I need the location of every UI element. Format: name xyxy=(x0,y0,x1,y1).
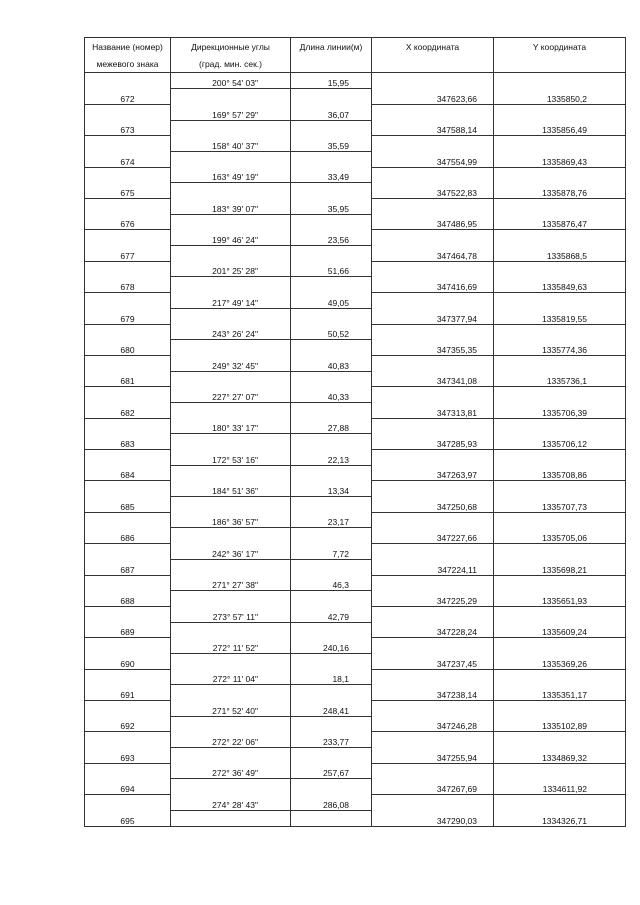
x-coordinate: 347464,78 xyxy=(372,246,494,262)
segment-row xyxy=(85,450,626,466)
segment-row xyxy=(85,261,626,277)
point-row xyxy=(85,559,626,575)
line-length: 35,59 xyxy=(291,136,372,152)
x-coordinate: 347263,97 xyxy=(372,465,494,481)
y-coordinate: 1335351,17 xyxy=(494,685,626,701)
point-name: 682 xyxy=(85,402,171,418)
segment-row xyxy=(85,355,626,371)
point-name: 683 xyxy=(85,434,171,450)
y-coordinate: 1335849,63 xyxy=(494,277,626,293)
point-row xyxy=(85,120,626,136)
y-coordinate: 1335850,2 xyxy=(494,89,626,105)
point-row xyxy=(85,277,626,293)
x-coordinate: 347238,14 xyxy=(372,685,494,701)
direction-angle: 200° 54' 03" xyxy=(171,73,291,89)
segment-row xyxy=(85,167,626,183)
point-name: 694 xyxy=(85,779,171,795)
x-coordinate: 347290,03 xyxy=(372,810,494,826)
point-row xyxy=(85,465,626,481)
point-row xyxy=(85,371,626,387)
segment-row xyxy=(85,512,626,528)
y-coordinate: 1335706,12 xyxy=(494,434,626,450)
point-row xyxy=(85,214,626,230)
x-coordinate: 347588,14 xyxy=(372,120,494,136)
segment-row xyxy=(85,230,626,246)
x-coordinate: 347623,66 xyxy=(372,89,494,105)
segment-row xyxy=(85,73,626,89)
point-row xyxy=(85,308,626,324)
y-coordinate: 1334326,71 xyxy=(494,810,626,826)
x-coordinate: 347285,93 xyxy=(372,434,494,450)
header-row-2 xyxy=(85,55,626,73)
point-row xyxy=(85,528,626,544)
point-name: 690 xyxy=(85,653,171,669)
point-name: 675 xyxy=(85,183,171,199)
point-name: 684 xyxy=(85,465,171,481)
line-length: 46,3 xyxy=(291,575,372,591)
line-length: 286,08 xyxy=(291,795,372,811)
segment-row xyxy=(85,199,626,215)
segment-row xyxy=(85,136,626,152)
y-coordinate: 1335774,36 xyxy=(494,340,626,356)
y-coordinate: 1334869,32 xyxy=(494,748,626,764)
direction-angle: 272° 11' 04" xyxy=(171,669,291,685)
y-coordinate: 1335819,55 xyxy=(494,308,626,324)
line-length: 233,77 xyxy=(291,732,372,748)
x-coordinate: 347225,29 xyxy=(372,591,494,607)
point-name: 686 xyxy=(85,528,171,544)
point-row xyxy=(85,183,626,199)
x-coordinate: 347416,69 xyxy=(372,277,494,293)
line-length: 15,95 xyxy=(291,73,372,89)
y-coordinate: 1335651,93 xyxy=(494,591,626,607)
point-name: 673 xyxy=(85,120,171,136)
direction-angle: 169° 57' 29" xyxy=(171,104,291,120)
segment-row xyxy=(85,638,626,654)
point-row xyxy=(85,434,626,450)
x-coordinate: 347224,11 xyxy=(372,559,494,575)
segment-row xyxy=(85,481,626,497)
header-direction-angle-units: (град. мин. сек.) xyxy=(171,55,291,73)
point-row xyxy=(85,591,626,607)
x-coordinate: 347227,66 xyxy=(372,528,494,544)
line-length: 51,66 xyxy=(291,261,372,277)
segment-row xyxy=(85,575,626,591)
direction-angle: 199° 46' 24" xyxy=(171,230,291,246)
point-row xyxy=(85,151,626,167)
x-coordinate: 347377,94 xyxy=(372,308,494,324)
y-coordinate: 1335876,47 xyxy=(494,214,626,230)
segment-row xyxy=(85,763,626,779)
line-length: 22,13 xyxy=(291,450,372,466)
direction-angle: 227° 27' 07" xyxy=(171,387,291,403)
x-coordinate: 347267,69 xyxy=(372,779,494,795)
x-coordinate: 347255,94 xyxy=(372,748,494,764)
x-coordinate: 347246,28 xyxy=(372,716,494,732)
direction-angle: 183° 39' 07" xyxy=(171,199,291,215)
direction-angle: 201° 25' 28" xyxy=(171,261,291,277)
line-length: 36,07 xyxy=(291,104,372,120)
point-row xyxy=(85,402,626,418)
point-name: 689 xyxy=(85,622,171,638)
header-empty-cell xyxy=(494,55,626,73)
header-empty-cell xyxy=(372,55,494,73)
direction-angle: 217° 49' 14" xyxy=(171,293,291,309)
segment-row xyxy=(85,387,626,403)
direction-angle: 273° 57' 11" xyxy=(171,606,291,622)
point-name: 679 xyxy=(85,308,171,324)
direction-angle: 163° 49' 19" xyxy=(171,167,291,183)
y-coordinate: 1335705,06 xyxy=(494,528,626,544)
x-coordinate: 347486,95 xyxy=(372,214,494,230)
y-coordinate: 1335868,5 xyxy=(494,246,626,262)
x-coordinate: 347313,81 xyxy=(372,402,494,418)
y-coordinate: 1335707,73 xyxy=(494,497,626,513)
segment-row xyxy=(85,669,626,685)
line-length: 40,83 xyxy=(291,355,372,371)
point-row xyxy=(85,748,626,764)
header-empty-cell xyxy=(291,55,372,73)
point-name: 678 xyxy=(85,277,171,293)
y-coordinate: 1335609,24 xyxy=(494,622,626,638)
direction-angle: 272° 36' 49" xyxy=(171,763,291,779)
direction-angle: 249° 32' 45" xyxy=(171,355,291,371)
x-coordinate: 347341,08 xyxy=(372,371,494,387)
point-name: 677 xyxy=(85,246,171,262)
point-row xyxy=(85,89,626,105)
line-length: 23,17 xyxy=(291,512,372,528)
segment-row xyxy=(85,418,626,434)
y-coordinate: 1335878,76 xyxy=(494,183,626,199)
y-coordinate: 1335369,26 xyxy=(494,653,626,669)
point-name: 691 xyxy=(85,685,171,701)
line-length: 27,88 xyxy=(291,418,372,434)
header-y-coordinate: Y координата xyxy=(494,38,626,56)
point-row xyxy=(85,716,626,732)
direction-angle: 272° 11' 52" xyxy=(171,638,291,654)
segment-row xyxy=(85,324,626,340)
point-name: 693 xyxy=(85,748,171,764)
header-line-length: Длина линии(м) xyxy=(291,38,372,56)
direction-angle: 172° 53' 16" xyxy=(171,450,291,466)
y-coordinate: 1335856,49 xyxy=(494,120,626,136)
table-body xyxy=(85,73,626,827)
direction-angle: 242° 36' 17" xyxy=(171,544,291,560)
header-x-coordinate: X координата xyxy=(372,38,494,56)
y-coordinate: 1335102,89 xyxy=(494,716,626,732)
direction-angle: 243° 26' 24" xyxy=(171,324,291,340)
x-coordinate: 347250,68 xyxy=(372,497,494,513)
line-length: 13,34 xyxy=(291,481,372,497)
point-name: 680 xyxy=(85,340,171,356)
point-row xyxy=(85,622,626,638)
segment-row xyxy=(85,795,626,811)
table-header xyxy=(85,38,626,73)
header-direction-angle: Дирекционные углы xyxy=(171,38,291,56)
point-name: 674 xyxy=(85,151,171,167)
y-coordinate: 1335698,21 xyxy=(494,559,626,575)
header-point-name-line2: межевого знака xyxy=(85,55,171,73)
x-coordinate: 347355,35 xyxy=(372,340,494,356)
segment-row xyxy=(85,606,626,622)
point-row xyxy=(85,810,626,826)
segment-row xyxy=(85,732,626,748)
point-name: 692 xyxy=(85,716,171,732)
direction-angle: 274° 28' 43" xyxy=(171,795,291,811)
point-name: 688 xyxy=(85,591,171,607)
direction-angle: 186° 36' 57" xyxy=(171,512,291,528)
point-row xyxy=(85,340,626,356)
point-row xyxy=(85,779,626,795)
point-row xyxy=(85,685,626,701)
line-length: 42,79 xyxy=(291,606,372,622)
x-coordinate: 347237,45 xyxy=(372,653,494,669)
line-length: 23,56 xyxy=(291,230,372,246)
direction-angle: 180° 33' 17" xyxy=(171,418,291,434)
line-length: 50,52 xyxy=(291,324,372,340)
direction-angle: 272° 22' 06" xyxy=(171,732,291,748)
y-coordinate: 1334611,92 xyxy=(494,779,626,795)
y-coordinate: 1335869,43 xyxy=(494,151,626,167)
direction-angle: 184° 51' 36" xyxy=(171,481,291,497)
direction-angle: 271° 27' 38" xyxy=(171,575,291,591)
line-length: 49,05 xyxy=(291,293,372,309)
line-length: 35,95 xyxy=(291,199,372,215)
line-length: 240,16 xyxy=(291,638,372,654)
point-name: 681 xyxy=(85,371,171,387)
line-length: 18,1 xyxy=(291,669,372,685)
segment-row xyxy=(85,104,626,120)
line-length: 7,72 xyxy=(291,544,372,560)
point-name: 687 xyxy=(85,559,171,575)
point-row xyxy=(85,497,626,513)
header-point-name: Название (номер) xyxy=(85,38,171,56)
y-coordinate: 1335708,86 xyxy=(494,465,626,481)
point-name: 695 xyxy=(85,810,171,826)
line-length: 257,67 xyxy=(291,763,372,779)
direction-angle: 158° 40' 37" xyxy=(171,136,291,152)
point-row xyxy=(85,246,626,262)
segment-row xyxy=(85,544,626,560)
line-length: 33,49 xyxy=(291,167,372,183)
segment-row xyxy=(85,701,626,717)
line-length: 40,33 xyxy=(291,387,372,403)
direction-angle: 271° 52' 40" xyxy=(171,701,291,717)
x-coordinate: 347554,99 xyxy=(372,151,494,167)
x-coordinate: 347522,83 xyxy=(372,183,494,199)
y-coordinate: 1335736,1 xyxy=(494,371,626,387)
point-name: 676 xyxy=(85,214,171,230)
coordinates-table xyxy=(84,37,626,827)
segment-row xyxy=(85,293,626,309)
header-row-1 xyxy=(85,38,626,56)
point-name: 685 xyxy=(85,497,171,513)
x-coordinate: 347228,24 xyxy=(372,622,494,638)
point-name: 672 xyxy=(85,89,171,105)
y-coordinate: 1335706,39 xyxy=(494,402,626,418)
point-row xyxy=(85,653,626,669)
line-length: 248,41 xyxy=(291,701,372,717)
